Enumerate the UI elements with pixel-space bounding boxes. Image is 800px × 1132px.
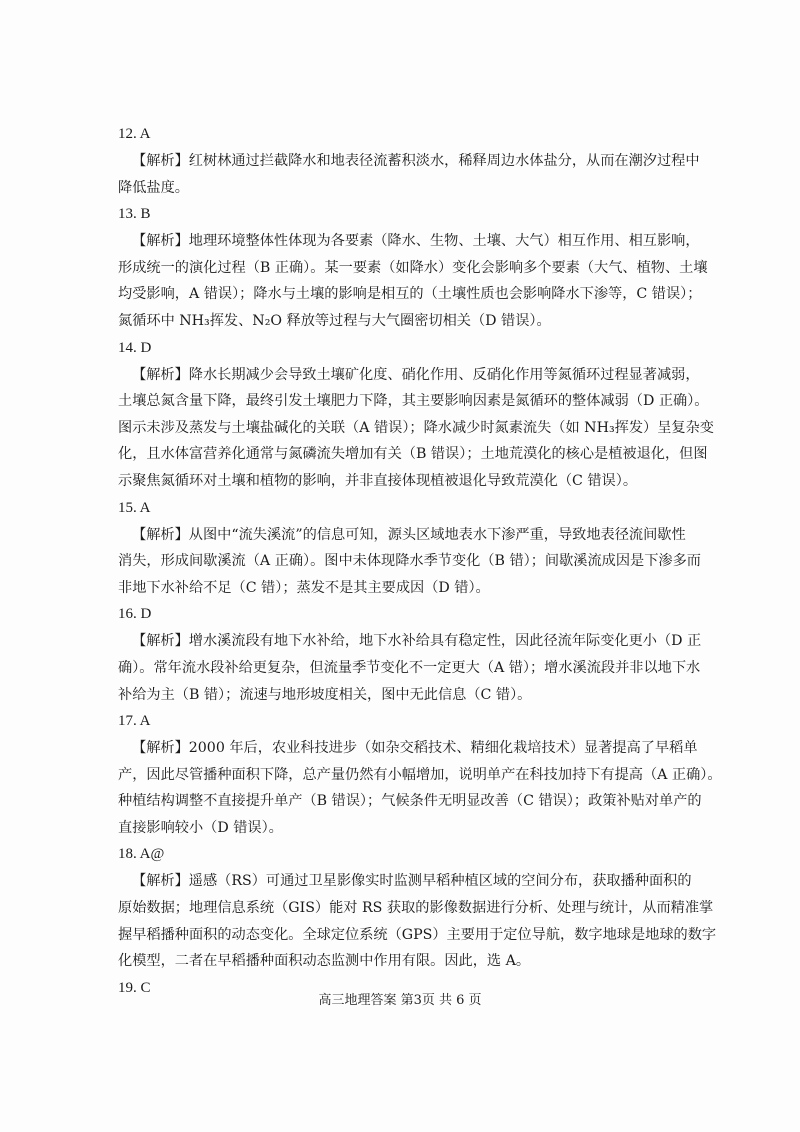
explanation-line: 示聚焦氮循环对土壤和植物的影响，并非直接体现植被退化导致荒漠化（C 错误）。	[118, 472, 638, 489]
answer-list	[118, 121, 725, 1002]
question-number: 19. C	[118, 979, 151, 996]
question-number: 14. D	[118, 339, 152, 356]
question-number: 17. A	[118, 713, 151, 730]
explanation-line: 形成统一的演化过程（B 正确）。某一要素（如降水）变化会影响多个要素（大气、植物、土壤	[118, 259, 708, 276]
question-number: 18. A@	[118, 846, 165, 863]
explanation-line: 化模型，二者在早稻播种面积动态监测中作用有限。因此，选 A。	[118, 953, 531, 970]
explanation-line: 补给为主（B 错）；流速与地形坡度相关，图中无此信息（C 错）。	[118, 686, 532, 703]
answer-item	[118, 121, 725, 201]
explanation-line: 图示未涉及蒸发与土壤盐碱化的关联（A 错误）；降水减少时氮素流失（如 NH₃挥发）呈复杂变	[118, 419, 714, 436]
explanation-line: 握早稻播种面积的动态变化。全球定位系统（GPS）主要用于定位导航，数字地球是地球的数字	[118, 926, 717, 943]
explanation-line: 均受影响，A 错误）；降水与土壤的影响是相互的（土壤性质也会影响降水下渗等，C 错误）；	[118, 286, 702, 303]
explanation-line: 种植结构调整不直接提升单产（B 错误）；气候条件无明显改善（C 错误）；政策补贴对单产的	[118, 793, 702, 810]
explanation-line: 【解析】增水溪流段有地下水补给，地下水补给具有稳定性，因此径流年际变化更小（D 正	[132, 633, 702, 650]
explanation-paragraph	[118, 362, 725, 495]
answer-item	[118, 601, 725, 708]
question-number: 15. A	[118, 499, 151, 516]
explanation-line: 【解析】从图中“流失溪流”的信息可知，源头区域地表水下渗严重，导致地表径流间歇性	[132, 526, 686, 543]
answer-item	[118, 335, 725, 495]
explanation-paragraph	[118, 522, 725, 602]
explanation-line: 降低盐度。	[118, 179, 189, 196]
explanation-line: 【解析】红树林通过拦截降水和地表径流蓄积淡水，稀释周边水体盐分，从而在潮汐过程中	[132, 153, 700, 169]
explanation-line: 化，且水体富营养化通常与氮磷流失增加有关（B 错误）；土地荒漠化的核心是植被退化，但图	[118, 446, 708, 463]
explanation-paragraph	[118, 228, 725, 334]
explanation-line: 氮循环中 NH₃挥发、N₂O 释放等过程与大气圈密切相关（D 错误）。	[118, 312, 551, 329]
answer-item	[118, 708, 725, 841]
explanation-paragraph	[118, 868, 725, 974]
explanation-line: 【解析】降水长期减少会导致土壤矿化度、硝化作用、反硝化作用等氮循环过程显著减弱，	[132, 366, 700, 383]
explanation-line: 非地下水补给不足（C 错）；蒸发不是其主要成因（D 错）。	[118, 579, 490, 596]
explanation-line: 【解析】遥感（RS）可通过卫星影像实时监测早稻种植区域的空间分布，获取播种面积的	[132, 873, 692, 890]
explanation-line: 产，因此尽管播种面积下降，总产量仍然有小幅增加，说明单产在科技加持下有提高（A 正确）。	[118, 766, 722, 783]
explanation-line: 确）。常年流水段补给更复杂，但流量季节变化不一定更大（A 错）；增水溪流段并非以地下水	[118, 659, 701, 676]
explanation-paragraph	[118, 628, 725, 708]
explanation-paragraph	[118, 148, 725, 201]
explanation-line: 消失，形成间歇溪流（A 正确）。图中未体现降水季节变化（B 错）；间歇溪流成因是下渗多而	[118, 553, 701, 570]
explanation-line: 【解析】地理环境整体性体现为各要素（降水、生物、土壤、大气）相互作用、相互影响，	[132, 233, 700, 250]
explanation-line: 土壤总氮含量下降，最终引发土壤肥力下降，其主要影响因素是氮循环的整体减弱（D 正确）。	[118, 393, 709, 410]
explanation-line: 【解析】2000 年后，农业科技进步（如杂交稻技术、精细化栽培技术）显著提高了早稻单	[132, 740, 698, 757]
question-number: 12. A	[118, 126, 151, 142]
answer-item	[118, 841, 725, 974]
explanation-line: 直接影响较小（D 错误）。	[118, 819, 283, 836]
answer-item	[118, 495, 725, 602]
question-number: 16. D	[118, 606, 152, 623]
answer-item	[118, 201, 725, 334]
page-footer: 高三地理答案 第3页 共 6 页	[318, 993, 482, 1008]
explanation-line: 原始数据；地理信息系统（GIS）能对 RS 获取的影像数据进行分析、处理与统计，从而精准掌	[118, 900, 714, 917]
question-number: 13. B	[118, 206, 151, 223]
explanation-paragraph	[118, 735, 725, 841]
